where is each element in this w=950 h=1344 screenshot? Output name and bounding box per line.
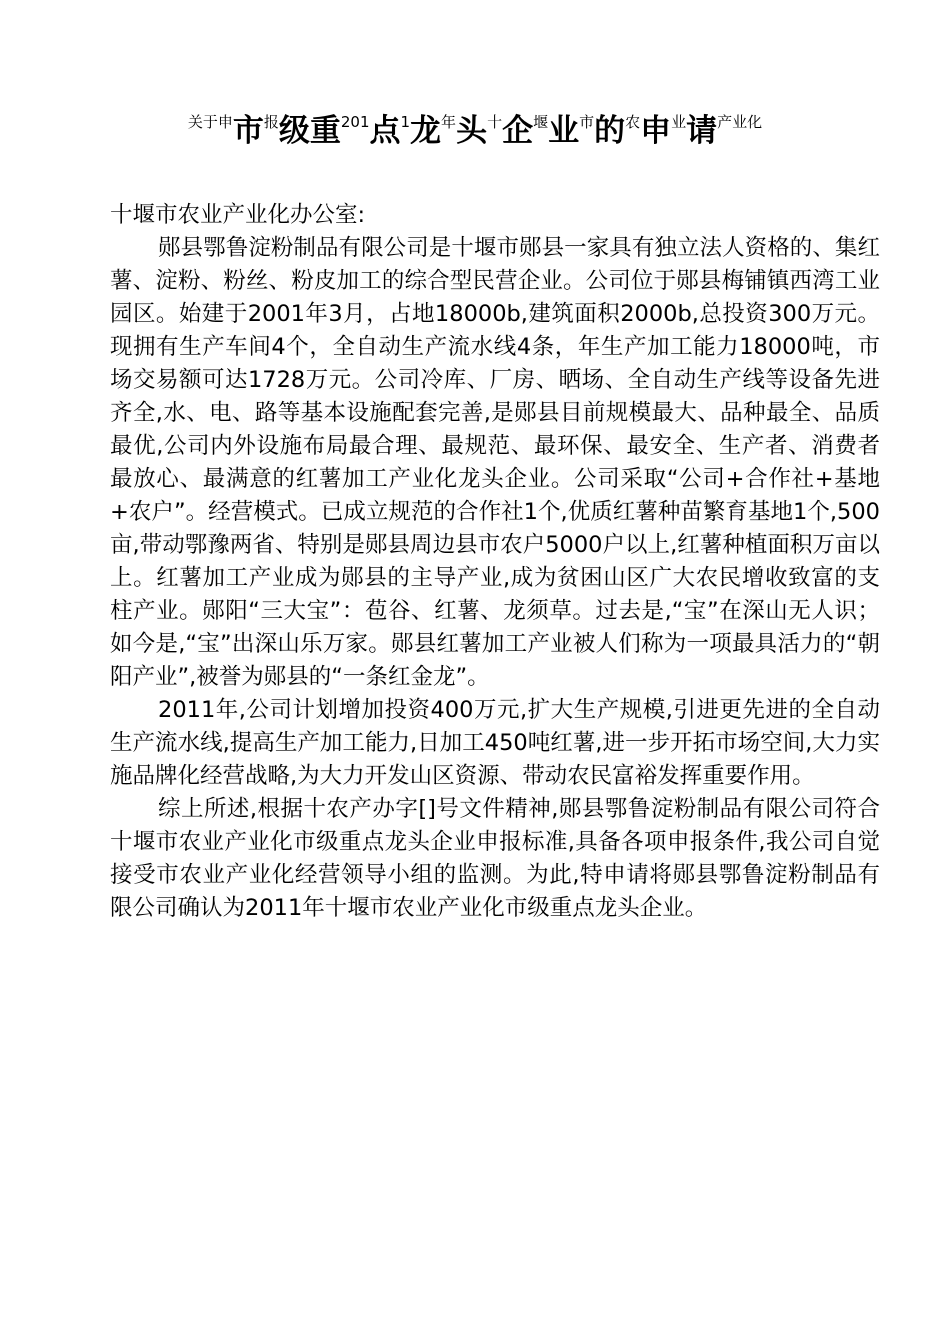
title-fragment: 产业化 [717,113,763,131]
title-fragment: 201 [340,113,370,131]
title-fragment: 点 [369,113,401,149]
title-fragment: 业 [671,113,687,131]
title-fragment: 业 [548,113,580,149]
title-fragment: 企 [502,113,534,149]
title-fragment: 请 [686,113,718,149]
title-fragment: 1 [400,113,411,131]
title-fragment: 级重 [278,113,341,149]
title-fragment: 市 [232,113,264,149]
title-fragment: 十 [487,113,503,131]
salutation: 十堰市农业产业化办公室: [110,202,366,228]
paragraph-2011-plan: 2011年,公司计划增加投资400万元,扩大生产规模,引进更先进的全自动生产流水线,提高生产加工能力,日加工450吨红薯,进一步开拓市场空间,大力实施品牌化经营战略,为大力开发山区资源、带动农民富裕发挥重要作用。 [110,697,880,789]
document-title [0,98,950,160]
letter-body [110,199,880,925]
paragraph-company-intro: 郧县鄂鲁淀粉制品有限公司是十堰市郧县一家具有独立法人资格的、集红薯、淀粉、粉丝、粉皮加工的综合型民营企业。公司位于郧县梅铺镇西湾工业园区。始建于2001年3月，占地18000b,建筑面积2000b,总投资300万元。现拥有生产车间4个，全自动生产流水线4条，年生产加工能力18000吨，市场交易额可达1728万元。公司冷库、厂房、晒场、全自动生产线等设备先进齐全,水、电、路等基本设施配套完善,是郧县目前规模最大、品种最全、品质最优,公司内外设施布局最合理、最规范、最环保、最安全、生产者、消费者最放心、最满意的红薯加工产业化龙头企业。公司采取“公司+合作社+基地+农户”。经营模式。已成立规范的合作社1个,优质红薯种苗繁育基地1个,500亩,带动鄂豫两省、特别是郧县周边县市农户5000户以上,红薯种植面积万亩以上。红薯加工产业成为郧县的主导产业,成为贫困山区广大农民增收致富的支柱产业。郧阳“三大宝”：苞谷、红薯、龙须草。过去是,“宝”在深山无人识；如今是,“宝”出深山乐万家。郧县红薯加工产业被人们称为一项最具活力的“朝阳产业”,被誉为郧县的“一条红金龙”。 [110,235,880,690]
title-fragment: 市 [579,113,595,131]
title-fragment: 报 [263,113,279,131]
title-fragment: 关于申 [187,113,233,131]
title-fragment: 申 [640,113,672,149]
paragraph-conclusion: 综上所述,根据十农产办字[]号文件精神,郧县鄂鲁淀粉制品有限公司符合十堰市农业产业化市级重点龙头企业申报标准,具备各项申报条件,我公司自觉接受市农业产业化经营领导小组的监测。为此,特申请将郧县鄂鲁淀粉制品有限公司确认为2011年十堰市农业产业化市级重点龙头企业。 [110,796,880,921]
title-fragment: 头 [456,113,488,149]
title-fragment: 年 [441,113,457,131]
title-fragment: 的 [594,113,626,149]
title-fragment: 堰 [533,113,549,131]
title-fragment: 龙 [410,113,442,149]
title-fragment: 农 [625,113,641,131]
